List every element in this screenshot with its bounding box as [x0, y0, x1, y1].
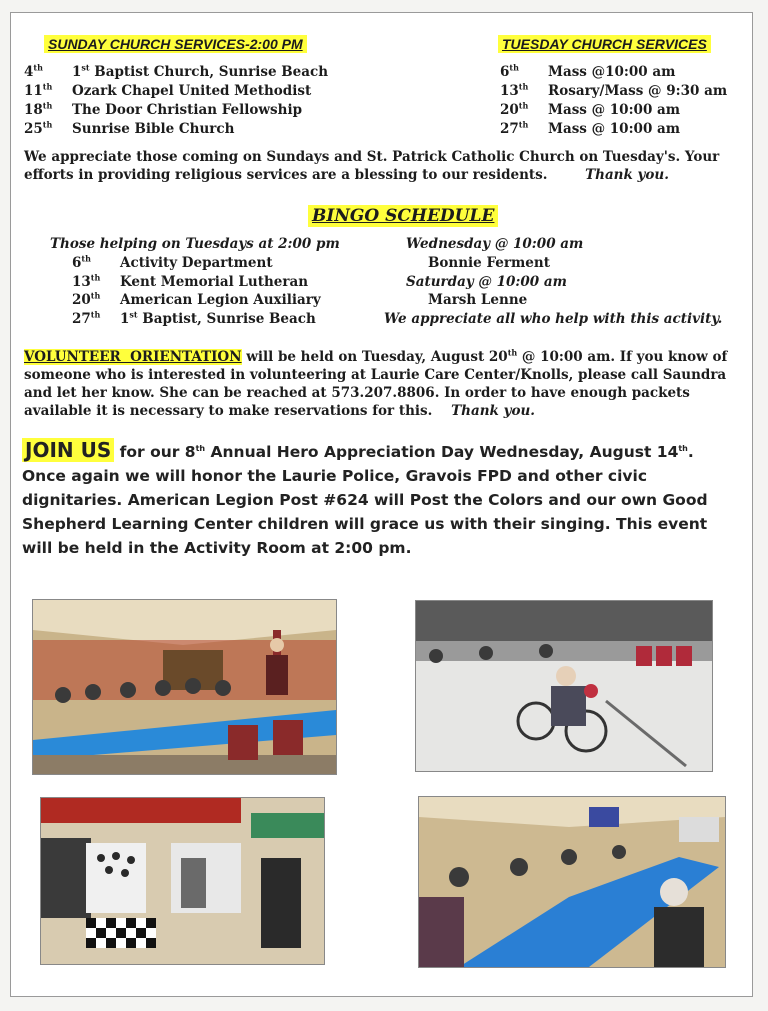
photo-wheelchair-bowling	[415, 600, 713, 772]
volunteer-paragraph: VOLUNTEER ORIENTATION will be held on Tuesday, August 20th @ 10:00 am. If you know of someone who is interested in volunteering at Laurie Care Center/Knolls, please call Saundra and let her know. She can be reached at 573.207.8806. In order to have enough packets available it is necessary to make reservations for this. Thank you.	[24, 347, 728, 419]
volunteer-label: VOLUNTEER ORIENTATION	[24, 349, 242, 365]
join-us-paragraph: JOIN US for our 8th Annual Hero Appreciation Day Wednesday, August 14th. Once again we will honor the Laurie Police, Gravois FPD and other civic dignitaries. American Legion Post #624 will Post the Colors and our own Good Shepherd Learning Center children will grace us with their singing. This event will be held in the Activity Room at 2:00 pm.	[22, 438, 708, 557]
list-item: 6th Activity Department	[72, 253, 273, 271]
bingo-wednesday-label: Wednesday @ 10:00 am	[406, 236, 584, 252]
bingo-header: BINGO SCHEDULE	[308, 206, 498, 226]
list-item: 13th Rosary/Mass @ 9:30 am	[500, 81, 728, 99]
list-item: 13th Kent Memorial Lutheran	[72, 272, 309, 290]
photo-activity-room-speaker	[32, 599, 337, 775]
photo-table-gathering	[418, 796, 726, 968]
list-item: 20th Mass @ 10:00 am	[500, 100, 681, 118]
list-item: 25th Sunrise Bible Church	[24, 119, 235, 137]
list-item: 20th American Legion Auxiliary	[72, 290, 321, 308]
list-item: 6th Mass @10:00 am	[500, 62, 676, 80]
bingo-wednesday-helper: Bonnie Ferment	[428, 255, 550, 271]
photo-cafe-room	[40, 797, 325, 965]
tuesday-services-header: TUESDAY CHURCH SERVICES	[498, 36, 711, 53]
bingo-appreciation: We appreciate all who help with this activity.	[384, 311, 723, 327]
bingo-tuesday-intro: Those helping on Tuesdays at 2:00 pm	[50, 236, 340, 252]
list-item: 11th Ozark Chapel United Methodist	[24, 81, 312, 99]
join-us-label: JOIN US	[22, 438, 114, 462]
list-item: 18th The Door Christian Fellowship	[24, 100, 303, 118]
list-item: 27th Mass @ 10:00 am	[500, 119, 681, 137]
list-item: 4th 1st Baptist Church, Sunrise Beach	[24, 62, 329, 80]
list-item: 27th 1st Baptist, Sunrise Beach	[72, 309, 316, 327]
sunday-services-header: SUNDAY CHURCH SERVICES-2:00 PM	[44, 36, 307, 53]
bingo-saturday-helper: Marsh Lenne	[428, 292, 528, 308]
bingo-saturday-label: Saturday @ 10:00 am	[406, 274, 567, 290]
appreciation-paragraph: We appreciate those coming on Sundays and St. Patrick Catholic Church on Tuesday's. Your efforts in providing religious services are a blessing to our residents. Thank you.	[24, 149, 720, 183]
